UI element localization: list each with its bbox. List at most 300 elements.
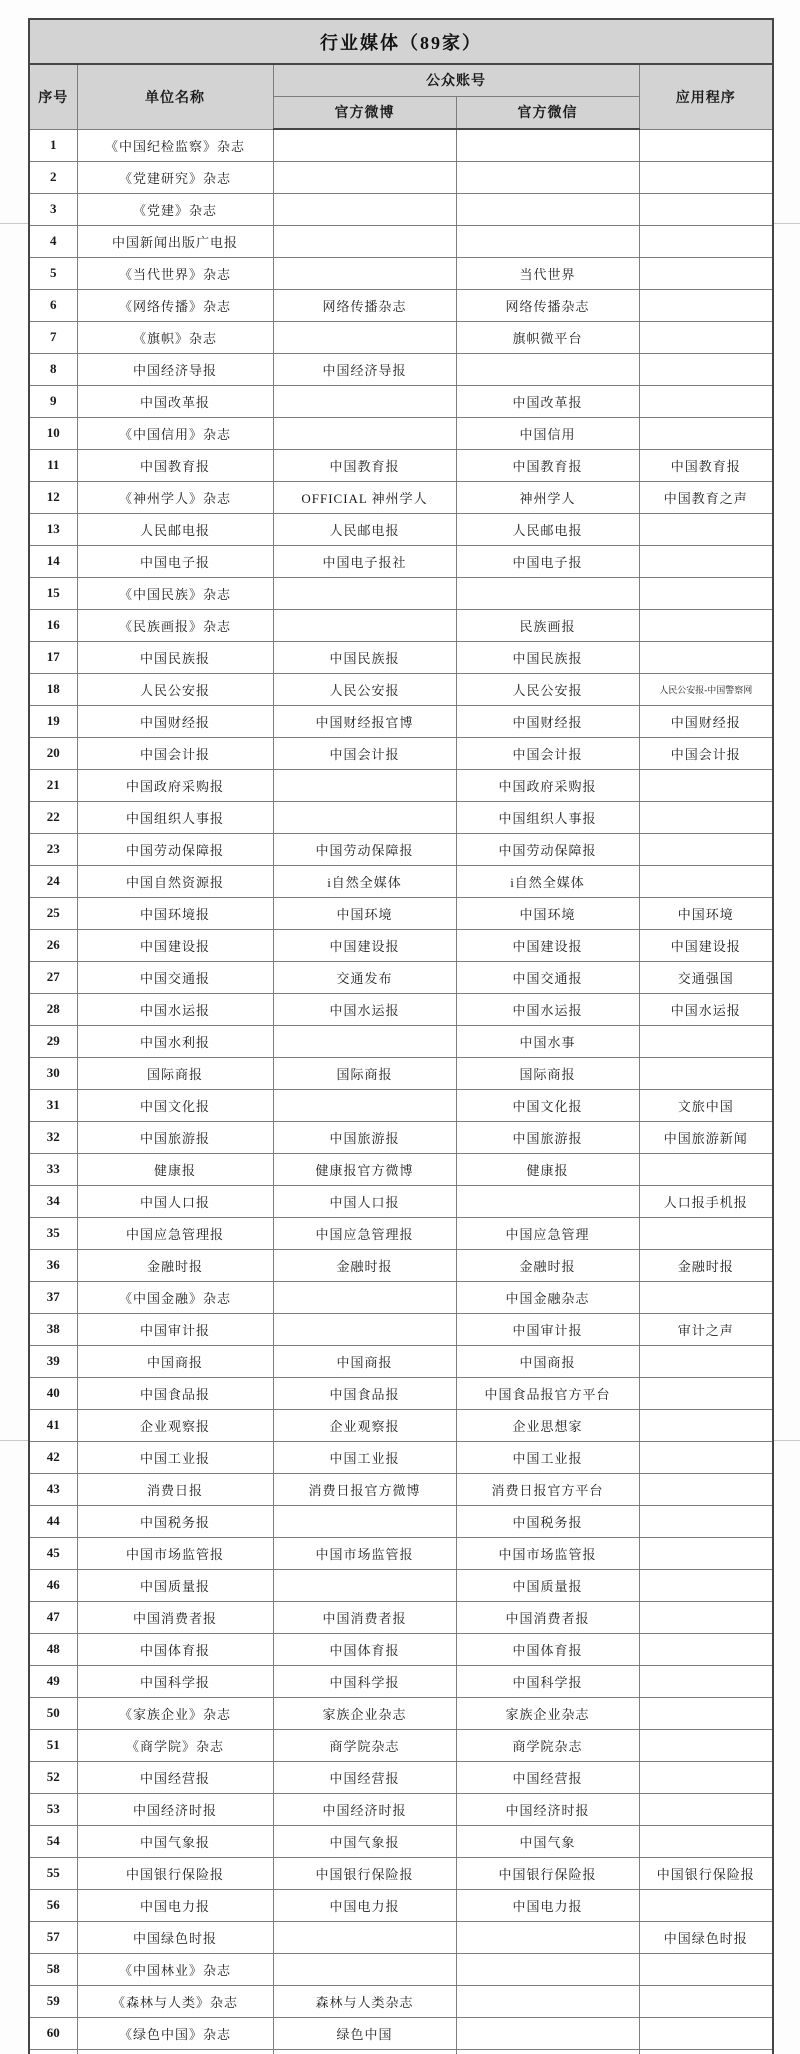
weibo-account-cell: 中国应急管理报 <box>273 1217 456 1249</box>
unit-name-cell: 《党建》杂志 <box>77 193 273 225</box>
weibo-account-cell: 商学院杂志 <box>273 1729 456 1761</box>
table-row <box>29 1217 773 1249</box>
unit-name-cell: 中国市场监管报 <box>77 1537 273 1569</box>
weibo-account-cell: 中国电子报社 <box>273 545 456 577</box>
wechat-account-cell: 民族画报 <box>456 609 639 641</box>
weibo-account-cell <box>273 161 456 193</box>
wechat-account-cell <box>456 1985 639 2017</box>
app-name-cell <box>639 193 773 225</box>
column-header-public-account: 公众账号 <box>273 64 639 96</box>
app-name-cell <box>639 1409 773 1441</box>
row-index-cell: 46 <box>29 1569 77 1601</box>
weibo-account-cell <box>273 577 456 609</box>
wechat-account-cell: 中国水运报 <box>456 993 639 1025</box>
app-name-cell: 中国银行保险报 <box>639 1857 773 1889</box>
unit-name-cell: 中国组织人事报 <box>77 801 273 833</box>
wechat-account-cell: 商学院杂志 <box>456 1729 639 1761</box>
app-name-cell <box>639 1825 773 1857</box>
wechat-account-cell: 中国建设报 <box>456 929 639 961</box>
row-index-cell: 38 <box>29 1313 77 1345</box>
row-index-cell: 43 <box>29 1473 77 1505</box>
app-name-cell: 金融时报 <box>639 1249 773 1281</box>
row-index-cell: 49 <box>29 1665 77 1697</box>
unit-name-cell: 《中国民族》杂志 <box>77 577 273 609</box>
row-index-cell: 16 <box>29 609 77 641</box>
unit-name-cell: 《党建研究》杂志 <box>77 161 273 193</box>
unit-name-cell: 中国工业报 <box>77 1441 273 1473</box>
unit-name-cell: 中国税务报 <box>77 1505 273 1537</box>
table-row <box>29 449 773 481</box>
row-index-cell: 10 <box>29 417 77 449</box>
app-name-cell: 中国建设报 <box>639 929 773 961</box>
empty-cell <box>273 2049 456 2054</box>
weibo-account-cell <box>273 417 456 449</box>
wechat-account-cell: 中国教育报 <box>456 449 639 481</box>
table-row <box>29 1697 773 1729</box>
weibo-account-cell: 中国劳动保障报 <box>273 833 456 865</box>
weibo-account-cell <box>273 609 456 641</box>
app-name-cell: 人口报手机报 <box>639 1185 773 1217</box>
wechat-account-cell: 金融时报 <box>456 1249 639 1281</box>
row-index-cell: 37 <box>29 1281 77 1313</box>
row-index-cell: 35 <box>29 1217 77 1249</box>
weibo-account-cell: 中国人口报 <box>273 1185 456 1217</box>
weibo-account-cell: 中国经济时报 <box>273 1793 456 1825</box>
table-row <box>29 1825 773 1857</box>
table-row <box>29 737 773 769</box>
weibo-account-cell: i自然全媒体 <box>273 865 456 897</box>
row-index-cell: 50 <box>29 1697 77 1729</box>
table-row <box>29 2017 773 2049</box>
unit-name-cell: 中国气象报 <box>77 1825 273 1857</box>
row-index-cell: 18 <box>29 673 77 705</box>
table-row <box>29 353 773 385</box>
weibo-account-cell: 家族企业杂志 <box>273 1697 456 1729</box>
row-index-cell: 8 <box>29 353 77 385</box>
empty-cell <box>639 2049 773 2054</box>
row-index-cell: 54 <box>29 1825 77 1857</box>
weibo-account-cell <box>273 769 456 801</box>
wechat-account-cell: 国际商报 <box>456 1057 639 1089</box>
app-name-cell <box>639 1569 773 1601</box>
table-row <box>29 609 773 641</box>
app-name-cell <box>639 1665 773 1697</box>
weibo-account-cell <box>273 1505 456 1537</box>
unit-name-cell: 《网络传播》杂志 <box>77 289 273 321</box>
app-name-cell <box>639 129 773 161</box>
app-name-cell <box>639 1729 773 1761</box>
table-row <box>29 641 773 673</box>
wechat-account-cell: 中国金融杂志 <box>456 1281 639 1313</box>
wechat-account-cell: 中国民族报 <box>456 641 639 673</box>
table-row <box>29 257 773 289</box>
row-index-cell: 41 <box>29 1409 77 1441</box>
wechat-account-cell: 消费日报官方平台 <box>456 1473 639 1505</box>
app-name-cell <box>639 1505 773 1537</box>
table-row <box>29 385 773 417</box>
unit-name-cell: 企业观察报 <box>77 1409 273 1441</box>
table-row <box>29 833 773 865</box>
table-row <box>29 1889 773 1921</box>
weibo-account-cell: 中国消费者报 <box>273 1601 456 1633</box>
table-row <box>29 577 773 609</box>
table-row <box>29 1953 773 1985</box>
unit-name-cell: 中国改革报 <box>77 385 273 417</box>
app-name-cell <box>639 257 773 289</box>
wechat-account-cell <box>456 193 639 225</box>
unit-name-cell: 中国会计报 <box>77 737 273 769</box>
table-row <box>29 129 773 161</box>
app-name-cell <box>639 609 773 641</box>
table-row <box>29 513 773 545</box>
wechat-account-cell <box>456 353 639 385</box>
weibo-account-cell: 中国科学报 <box>273 1665 456 1697</box>
row-index-cell: 1 <box>29 129 77 161</box>
app-name-cell <box>639 289 773 321</box>
row-index-cell: 30 <box>29 1057 77 1089</box>
app-name-cell: 中国教育报 <box>639 449 773 481</box>
weibo-account-cell: 中国商报 <box>273 1345 456 1377</box>
app-name-cell: 中国环境 <box>639 897 773 929</box>
unit-name-cell: 中国文化报 <box>77 1089 273 1121</box>
app-name-cell <box>639 353 773 385</box>
column-header-weibo: 官方微博 <box>273 96 456 129</box>
unit-name-cell: 消费日报 <box>77 1473 273 1505</box>
row-index-cell: 4 <box>29 225 77 257</box>
app-name-cell: 中国绿色时报 <box>639 1921 773 1953</box>
wechat-account-cell: 家族企业杂志 <box>456 1697 639 1729</box>
weibo-account-cell <box>273 1313 456 1345</box>
app-name-cell: 交通强国 <box>639 961 773 993</box>
table-row <box>29 929 773 961</box>
wechat-account-cell: 中国税务报 <box>456 1505 639 1537</box>
unit-name-cell: 中国科学报 <box>77 1665 273 1697</box>
unit-name-cell: 《绿色中国》杂志 <box>77 2017 273 2049</box>
weibo-account-cell <box>273 257 456 289</box>
weibo-account-cell <box>273 129 456 161</box>
app-name-cell <box>639 833 773 865</box>
app-name-cell: 文旅中国 <box>639 1089 773 1121</box>
weibo-account-cell: 国际商报 <box>273 1057 456 1089</box>
app-name-cell: 审计之声 <box>639 1313 773 1345</box>
empty-cell <box>29 2049 77 2054</box>
app-name-cell: 人民公安报-中国警察网 <box>639 673 773 705</box>
weibo-account-cell <box>273 1281 456 1313</box>
row-index-cell: 26 <box>29 929 77 961</box>
weibo-account-cell: 企业观察报 <box>273 1409 456 1441</box>
weibo-account-cell <box>273 1569 456 1601</box>
row-index-cell: 3 <box>29 193 77 225</box>
row-index-cell: 36 <box>29 1249 77 1281</box>
weibo-account-cell: 中国教育报 <box>273 449 456 481</box>
table-row <box>29 1601 773 1633</box>
weibo-account-cell: 森林与人类杂志 <box>273 1985 456 2017</box>
row-index-cell: 28 <box>29 993 77 1025</box>
wechat-account-cell <box>456 1921 639 1953</box>
app-name-cell <box>639 1153 773 1185</box>
wechat-account-cell: 中国水事 <box>456 1025 639 1057</box>
table-row <box>29 1345 773 1377</box>
row-index-cell: 60 <box>29 2017 77 2049</box>
unit-name-cell: 中国水运报 <box>77 993 273 1025</box>
wechat-account-cell: 中国体育报 <box>456 1633 639 1665</box>
weibo-account-cell: OFFICIAL 神州学人 <box>273 481 456 513</box>
table-row <box>29 161 773 193</box>
unit-name-cell: 《家族企业》杂志 <box>77 1697 273 1729</box>
table-row <box>29 481 773 513</box>
wechat-account-cell: 中国气象 <box>456 1825 639 1857</box>
app-name-cell <box>639 545 773 577</box>
app-name-cell <box>639 801 773 833</box>
table-row <box>29 993 773 1025</box>
row-index-cell: 56 <box>29 1889 77 1921</box>
app-name-cell: 中国会计报 <box>639 737 773 769</box>
unit-name-cell: 中国水利报 <box>77 1025 273 1057</box>
table-row <box>29 1185 773 1217</box>
column-header-index: 序号 <box>29 64 77 129</box>
unit-name-cell: 中国政府采购报 <box>77 769 273 801</box>
app-name-cell: 中国财经报 <box>639 705 773 737</box>
wechat-account-cell: 中国信用 <box>456 417 639 449</box>
row-index-cell: 34 <box>29 1185 77 1217</box>
unit-name-cell: 中国教育报 <box>77 449 273 481</box>
unit-name-cell: 中国消费者报 <box>77 1601 273 1633</box>
table-row <box>29 1121 773 1153</box>
unit-name-cell: 中国财经报 <box>77 705 273 737</box>
wechat-account-cell: 中国市场监管报 <box>456 1537 639 1569</box>
app-name-cell <box>639 1217 773 1249</box>
weibo-account-cell: 中国市场监管报 <box>273 1537 456 1569</box>
row-index-cell: 22 <box>29 801 77 833</box>
media-table <box>28 18 774 2054</box>
weibo-account-cell: 中国电力报 <box>273 1889 456 1921</box>
row-index-cell: 23 <box>29 833 77 865</box>
column-header-wechat: 官方微信 <box>456 96 639 129</box>
wechat-account-cell: 中国会计报 <box>456 737 639 769</box>
row-index-cell: 47 <box>29 1601 77 1633</box>
table-row <box>29 1281 773 1313</box>
row-index-cell: 59 <box>29 1985 77 2017</box>
unit-name-cell: 人民邮电报 <box>77 513 273 545</box>
unit-name-cell: 《中国信用》杂志 <box>77 417 273 449</box>
row-index-cell: 20 <box>29 737 77 769</box>
wechat-account-cell: 健康报 <box>456 1153 639 1185</box>
row-index-cell: 24 <box>29 865 77 897</box>
app-name-cell <box>639 385 773 417</box>
app-name-cell <box>639 1761 773 1793</box>
row-index-cell: 31 <box>29 1089 77 1121</box>
row-index-cell: 55 <box>29 1857 77 1889</box>
app-name-cell <box>639 577 773 609</box>
app-name-cell <box>639 1281 773 1313</box>
table-row <box>29 545 773 577</box>
table-row <box>29 1441 773 1473</box>
table-row <box>29 1313 773 1345</box>
table-row <box>29 1473 773 1505</box>
wechat-account-cell: 中国审计报 <box>456 1313 639 1345</box>
unit-name-cell: 中国电子报 <box>77 545 273 577</box>
table-row <box>29 769 773 801</box>
wechat-account-cell: 中国环境 <box>456 897 639 929</box>
table-row <box>29 1985 773 2017</box>
unit-name-cell: 中国食品报 <box>77 1377 273 1409</box>
table-row <box>29 897 773 929</box>
wechat-account-cell: 中国财经报 <box>456 705 639 737</box>
table-row <box>29 1057 773 1089</box>
unit-name-cell: 中国审计报 <box>77 1313 273 1345</box>
table-row <box>29 1857 773 1889</box>
row-index-cell: 40 <box>29 1377 77 1409</box>
row-index-cell: 42 <box>29 1441 77 1473</box>
weibo-account-cell: 网络传播杂志 <box>273 289 456 321</box>
row-index-cell: 45 <box>29 1537 77 1569</box>
unit-name-cell: 中国应急管理报 <box>77 1217 273 1249</box>
wechat-account-cell: 中国工业报 <box>456 1441 639 1473</box>
wechat-account-cell: 中国质量报 <box>456 1569 639 1601</box>
app-name-cell <box>639 161 773 193</box>
row-index-cell: 29 <box>29 1025 77 1057</box>
unit-name-cell: 中国劳动保障报 <box>77 833 273 865</box>
table-row <box>29 1537 773 1569</box>
unit-name-cell: 中国旅游报 <box>77 1121 273 1153</box>
unit-name-cell: 国际商报 <box>77 1057 273 1089</box>
row-index-cell: 32 <box>29 1121 77 1153</box>
table-row <box>29 1665 773 1697</box>
table-title-row <box>29 19 773 64</box>
row-index-cell: 5 <box>29 257 77 289</box>
weibo-account-cell: 人民邮电报 <box>273 513 456 545</box>
table-title: 行业媒体（89家） <box>29 19 773 64</box>
table-row <box>29 1377 773 1409</box>
app-name-cell <box>639 1889 773 1921</box>
wechat-account-cell: 中国旅游报 <box>456 1121 639 1153</box>
unit-name-cell: 中国体育报 <box>77 1633 273 1665</box>
app-name-cell <box>639 1345 773 1377</box>
column-header-app: 应用程序 <box>639 64 773 129</box>
weibo-account-cell: 中国食品报 <box>273 1377 456 1409</box>
weibo-account-cell <box>273 1921 456 1953</box>
app-name-cell <box>639 321 773 353</box>
wechat-account-cell: 中国电力报 <box>456 1889 639 1921</box>
wechat-account-cell: 中国劳动保障报 <box>456 833 639 865</box>
app-name-cell: 中国水运报 <box>639 993 773 1025</box>
wechat-account-cell: 旗帜微平台 <box>456 321 639 353</box>
unit-name-cell: 中国建设报 <box>77 929 273 961</box>
table-row <box>29 1089 773 1121</box>
unit-name-cell: 人民公安报 <box>77 673 273 705</box>
table-row <box>29 289 773 321</box>
row-index-cell: 58 <box>29 1953 77 1985</box>
weibo-account-cell: 中国建设报 <box>273 929 456 961</box>
wechat-account-cell: 企业思想家 <box>456 1409 639 1441</box>
wechat-account-cell <box>456 2017 639 2049</box>
app-name-cell <box>639 1377 773 1409</box>
row-index-cell: 9 <box>29 385 77 417</box>
row-index-cell: 17 <box>29 641 77 673</box>
weibo-account-cell <box>273 225 456 257</box>
weibo-account-cell: 中国经济导报 <box>273 353 456 385</box>
unit-name-cell: 中国经济时报 <box>77 1793 273 1825</box>
weibo-account-cell: 中国经营报 <box>273 1761 456 1793</box>
table-row-partial <box>29 2049 773 2054</box>
table-row <box>29 321 773 353</box>
wechat-account-cell: 中国文化报 <box>456 1089 639 1121</box>
unit-name-cell: 中国新闻出版广电报 <box>77 225 273 257</box>
unit-name-cell: 《旗帜》杂志 <box>77 321 273 353</box>
row-index-cell: 12 <box>29 481 77 513</box>
wechat-account-cell <box>456 577 639 609</box>
weibo-account-cell <box>273 1089 456 1121</box>
table-row <box>29 1921 773 1953</box>
wechat-account-cell <box>456 225 639 257</box>
wechat-account-cell: 当代世界 <box>456 257 639 289</box>
wechat-account-cell: i自然全媒体 <box>456 865 639 897</box>
row-index-cell: 19 <box>29 705 77 737</box>
app-name-cell <box>639 1953 773 1985</box>
app-name-cell <box>639 1441 773 1473</box>
row-index-cell: 15 <box>29 577 77 609</box>
column-header-name: 单位名称 <box>77 64 273 129</box>
row-index-cell: 25 <box>29 897 77 929</box>
table-row <box>29 417 773 449</box>
table-row <box>29 865 773 897</box>
unit-name-cell: 中国银行保险报 <box>77 1857 273 1889</box>
wechat-account-cell: 人民邮电报 <box>456 513 639 545</box>
row-index-cell: 53 <box>29 1793 77 1825</box>
table-row <box>29 1793 773 1825</box>
app-name-cell <box>639 769 773 801</box>
weibo-account-cell: 交通发布 <box>273 961 456 993</box>
wechat-account-cell: 中国食品报官方平台 <box>456 1377 639 1409</box>
row-index-cell: 27 <box>29 961 77 993</box>
unit-name-cell: 中国民族报 <box>77 641 273 673</box>
wechat-account-cell: 中国经济时报 <box>456 1793 639 1825</box>
app-name-cell <box>639 2017 773 2049</box>
weibo-account-cell: 中国气象报 <box>273 1825 456 1857</box>
app-name-cell <box>639 641 773 673</box>
unit-name-cell: 中国环境报 <box>77 897 273 929</box>
wechat-account-cell: 中国政府采购报 <box>456 769 639 801</box>
weibo-account-cell: 绿色中国 <box>273 2017 456 2049</box>
wechat-account-cell: 中国组织人事报 <box>456 801 639 833</box>
weibo-account-cell: 金融时报 <box>273 1249 456 1281</box>
unit-name-cell: 《中国纪检监察》杂志 <box>77 129 273 161</box>
table-row <box>29 1633 773 1665</box>
table-row <box>29 673 773 705</box>
unit-name-cell: 中国质量报 <box>77 1569 273 1601</box>
row-index-cell: 57 <box>29 1921 77 1953</box>
wechat-account-cell <box>456 129 639 161</box>
app-name-cell <box>639 1057 773 1089</box>
weibo-account-cell: 中国工业报 <box>273 1441 456 1473</box>
table-row <box>29 1249 773 1281</box>
media-table-header <box>29 19 773 129</box>
table-row <box>29 1505 773 1537</box>
row-index-cell: 51 <box>29 1729 77 1761</box>
row-index-cell: 13 <box>29 513 77 545</box>
unit-name-cell: 中国电力报 <box>77 1889 273 1921</box>
table-row <box>29 1153 773 1185</box>
wechat-account-cell: 神州学人 <box>456 481 639 513</box>
unit-name-cell: 《民族画报》杂志 <box>77 609 273 641</box>
weibo-account-cell: 消费日报官方微博 <box>273 1473 456 1505</box>
row-index-cell: 52 <box>29 1761 77 1793</box>
table-row <box>29 1409 773 1441</box>
unit-name-cell: 《中国金融》杂志 <box>77 1281 273 1313</box>
app-name-cell <box>639 1633 773 1665</box>
row-index-cell: 11 <box>29 449 77 481</box>
row-index-cell: 21 <box>29 769 77 801</box>
